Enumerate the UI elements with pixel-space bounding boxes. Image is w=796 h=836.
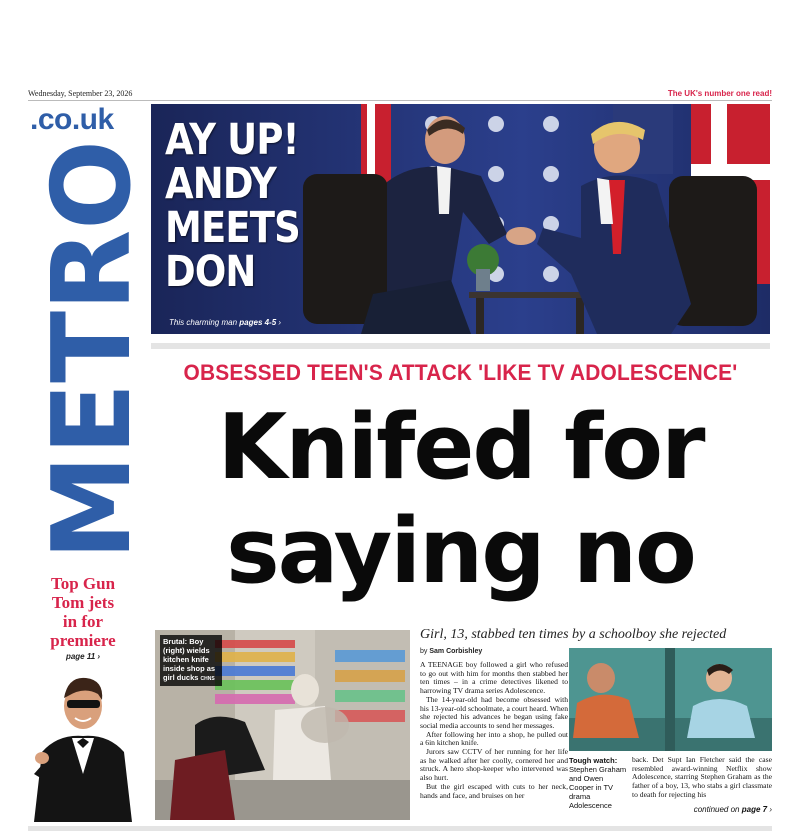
- top-story-caption-text: This charming man: [169, 318, 238, 327]
- chevron-right-icon: ›: [278, 318, 282, 327]
- top-story-caption[interactable]: [169, 318, 281, 327]
- lead-subhead: Girl, 13, stabbed ten times by a schoolboy she rejected: [420, 627, 727, 642]
- top-story-headline: [165, 115, 311, 297]
- lead-headline[interactable]: [151, 396, 770, 604]
- lead-headline-line: saying no: [226, 499, 695, 604]
- byline-prefix: by: [420, 648, 428, 655]
- tv-drama-caption: [569, 756, 627, 810]
- promo-line: Top Gun: [50, 574, 116, 593]
- promo-line: premiere: [50, 631, 116, 650]
- lead-headline-line: Knifed for: [217, 395, 704, 500]
- top-story-photo[interactable]: [151, 104, 770, 334]
- promo-line: in for: [62, 612, 104, 631]
- lead-body-column: [420, 661, 568, 800]
- top-story-headline-line: AY UP!: [165, 115, 299, 165]
- cctv-photo[interactable]: [155, 630, 410, 820]
- continued-link[interactable]: [694, 805, 772, 814]
- body-paragraph: Jurors saw CCTV of her running for her life as he walked after her coolly, cornered her and struck. A hero shop-keeper who intervened was also hurt.: [420, 747, 568, 783]
- top-story-headline-line: ANDY: [165, 159, 276, 209]
- byline-author[interactable]: Sam Corbishley: [429, 648, 483, 655]
- top-story-headline-line: DON: [165, 247, 256, 297]
- tagline: The UK's number one read!: [667, 89, 772, 98]
- body-paragraph: But the girl escaped with cuts to her neck, hands and face, and bruises on her: [420, 781, 568, 800]
- tv-drama-still[interactable]: [569, 648, 772, 751]
- promo-headline[interactable]: [28, 574, 138, 650]
- continued-page: page 7: [741, 805, 768, 814]
- byline: [420, 648, 482, 655]
- lead-body-column-2: back. Det Supt Ian Fletcher said the case resembled award-winning Netflix show Adolescence, starring Stephen Graham as the father of a boy, 13, who stabs a girl classmate to death for rejecting his: [632, 755, 772, 799]
- promo-page-label: page 11: [65, 652, 96, 661]
- body-paragraph: A TEENAGE boy followed a girl who refused to go out with him for months then stabbed her ten times – in a crime detectives likened to harrowing TV drama series Adolescence.: [420, 660, 568, 696]
- cctv-caption: [160, 635, 222, 686]
- lead-kicker: OBSESSED TEEN'S ATTACK 'LIKE TV ADOLESCENCE': [183, 360, 738, 385]
- issue-date: Wednesday, September 23, 2026: [28, 89, 133, 98]
- header-divider: [28, 100, 772, 101]
- masthead-domain: .co.uk: [30, 103, 114, 136]
- section-divider: [151, 343, 770, 349]
- tv-drama-illustration: [569, 648, 772, 751]
- masthead-brand: METRO: [30, 130, 155, 560]
- body-paragraph: The 14-year-old had become obsessed with his 13-year-old schoolmate, a court heard. When she rejected his advances he began using fake social media accounts to send her messages.: [420, 694, 568, 730]
- continued-text: continued on: [693, 805, 740, 814]
- header-bar: [28, 89, 772, 99]
- tv-drama-caption-label: Tough watch:: [569, 756, 618, 765]
- chevron-right-icon: ›: [97, 652, 101, 661]
- promo-line: Tom jets: [51, 593, 115, 612]
- masthead-logo: [26, 130, 155, 565]
- cctv-caption-text: Brutal: Boy (right) wields kitchen knife inside shop as girl ducks: [163, 637, 216, 682]
- tv-drama-caption-text: Stephen Graham and Owen Cooper in TV drama Adolescence: [569, 765, 627, 810]
- chevron-right-icon: ›: [769, 805, 772, 814]
- top-story-page-ref[interactable]: pages 4-5: [239, 318, 277, 327]
- promo-photo[interactable]: [28, 664, 138, 822]
- photo-credit: CHNS: [200, 676, 215, 682]
- top-story-headline-line: MEETS: [165, 203, 300, 253]
- footer-divider: [28, 826, 772, 831]
- promo-page-ref[interactable]: [28, 652, 138, 661]
- body-paragraph: After following her into a shop, he pulled out a 6in kitchen knife.: [420, 729, 568, 748]
- promo-illustration: [28, 664, 138, 822]
